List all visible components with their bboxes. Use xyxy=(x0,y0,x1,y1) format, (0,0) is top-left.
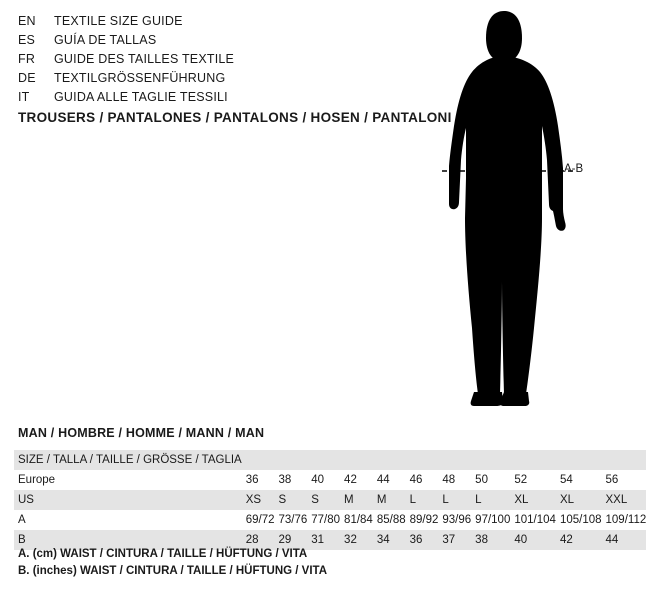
cell: 44 xyxy=(605,534,619,546)
table-heading: MAN / HOMBRE / HOMME / MANN / MAN xyxy=(18,426,265,440)
cell xyxy=(510,450,556,470)
language-title: GUIDE DES TAILLES TEXTILE xyxy=(54,52,235,66)
language-row xyxy=(18,14,418,33)
cell: XXL xyxy=(605,494,628,506)
cell xyxy=(242,450,275,470)
cell xyxy=(556,450,602,470)
cell: 73/76 xyxy=(278,514,308,526)
cell: 109/112 xyxy=(605,514,646,526)
language-row xyxy=(18,90,418,109)
language-row xyxy=(18,33,418,52)
cell: L xyxy=(475,494,482,506)
row-label: SIZE / TALLA / TAILLE / GRÖSSE / TAGLIA xyxy=(18,454,242,466)
cell xyxy=(471,450,510,470)
cell: 101/104 xyxy=(514,514,556,526)
footnotes xyxy=(18,546,327,580)
cell: 36 xyxy=(245,474,259,486)
cell: 50 xyxy=(475,474,488,486)
cell: 38 xyxy=(278,474,292,486)
size-table xyxy=(14,450,646,550)
cell: 105/108 xyxy=(559,514,602,526)
cell: S xyxy=(278,494,287,506)
language-code: DE xyxy=(18,71,36,85)
language-code: ES xyxy=(18,33,36,47)
table-row xyxy=(14,490,646,510)
cell: XL xyxy=(514,494,529,506)
cell: 36 xyxy=(409,534,423,546)
language-title: GUIDA ALLE TAGLIE TESSILI xyxy=(54,90,228,104)
language-title: TEXTILGRÖSSENFÜHRUNG xyxy=(54,71,226,85)
man-silhouette-icon xyxy=(408,8,598,408)
cell: 81/84 xyxy=(344,514,373,526)
cell: 56 xyxy=(605,474,619,486)
cell xyxy=(340,450,373,470)
row-label: US xyxy=(18,494,34,506)
cell: 54 xyxy=(559,474,573,486)
cell: 46 xyxy=(409,474,423,486)
cell: 28 xyxy=(245,534,259,546)
cell: 52 xyxy=(514,474,528,486)
cell: 37 xyxy=(442,534,456,546)
cell: 42 xyxy=(344,474,357,486)
table-row xyxy=(14,470,646,490)
cell: 77/80 xyxy=(311,514,341,526)
row-label: B xyxy=(18,534,26,546)
language-row xyxy=(18,71,418,90)
cell: 34 xyxy=(376,534,390,546)
cell: 69/72 xyxy=(245,514,275,526)
cell: 31 xyxy=(311,534,325,546)
language-title: TEXTILE SIZE GUIDE xyxy=(54,14,183,28)
cell: 42 xyxy=(559,534,573,546)
cell xyxy=(274,450,307,470)
language-title: GUÍA DE TALLAS xyxy=(54,33,157,47)
language-code: IT xyxy=(18,90,30,104)
cell: 29 xyxy=(278,534,292,546)
cell: 40 xyxy=(311,474,325,486)
cell: 85/88 xyxy=(376,514,406,526)
cell xyxy=(602,450,646,470)
cell: 93/96 xyxy=(442,514,472,526)
cell xyxy=(373,450,406,470)
language-code: FR xyxy=(18,52,36,66)
cell xyxy=(406,450,439,470)
table-row xyxy=(14,450,646,470)
language-row xyxy=(18,52,418,71)
table-row xyxy=(14,510,646,530)
cell: 32 xyxy=(344,534,357,546)
row-label: A xyxy=(18,514,26,526)
cell xyxy=(307,450,340,470)
cell: 48 xyxy=(442,474,456,486)
measure-label-ab: A-B xyxy=(564,163,584,175)
footnote-a: A. (cm) WAIST / CINTURA / TAILLE / HÜFTUNG / VITA xyxy=(18,548,308,560)
language-title-list xyxy=(18,14,418,109)
cell: 38 xyxy=(475,534,488,546)
language-code: EN xyxy=(18,14,36,28)
cell xyxy=(438,450,471,470)
cell: 97/100 xyxy=(475,514,511,526)
cell: M xyxy=(344,494,354,506)
footnote-b: B. (inches) WAIST / CINTURA / TAILLE / HÜFTUNG / VITA xyxy=(18,565,328,577)
cell: XS xyxy=(245,494,262,506)
cell: M xyxy=(376,494,387,506)
cell: L xyxy=(409,494,417,506)
cell: XL xyxy=(559,494,575,506)
cell: 40 xyxy=(514,534,528,546)
cell: S xyxy=(311,494,319,506)
section-title: TROUSERS / PANTALONES / PANTALONS / HOSEN / PANTALONI xyxy=(18,110,452,125)
cell: L xyxy=(442,494,449,506)
row-label: Europe xyxy=(18,474,56,486)
figure-illustration xyxy=(408,8,598,408)
cell: 44 xyxy=(376,474,390,486)
cell: 89/92 xyxy=(409,514,439,526)
